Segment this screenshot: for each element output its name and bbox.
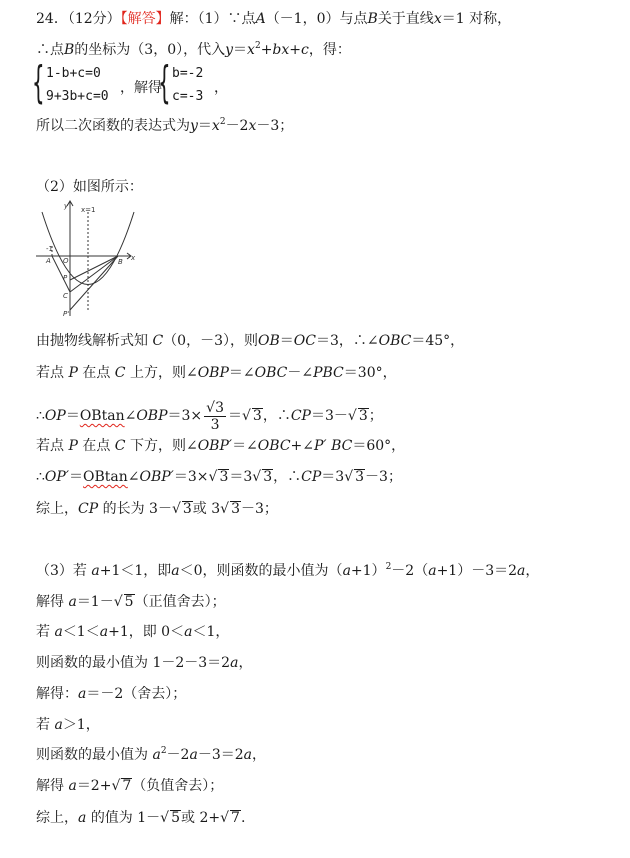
var: OBP′: [197, 438, 233, 454]
text: 若点: [36, 438, 64, 454]
text: 则函数的最小值为 1－2－3＝2: [36, 655, 231, 671]
var: x: [433, 11, 442, 27]
var: CP: [290, 408, 311, 424]
var: C: [152, 333, 164, 349]
text-line: [36, 117, 293, 135]
var: CP: [301, 469, 322, 485]
text: （－1，0）与点: [265, 11, 368, 27]
text: +1）: [350, 563, 386, 579]
text: 下方，则∠: [129, 438, 198, 454]
text-line: 综上，a 的值为 1－√ 5或 2+√ 7.: [36, 810, 246, 826]
text: 综上，: [36, 501, 78, 517]
text-line: [36, 437, 405, 455]
text: 关于直线: [377, 11, 434, 27]
text: +1，即 0＜: [108, 624, 185, 640]
var: a: [189, 747, 198, 763]
text-line: 解得 a＝1－√ 5（正值舍去）；: [36, 594, 226, 610]
var: P′: [314, 438, 327, 454]
text: 解得：: [36, 686, 78, 702]
problem-header: [36, 10, 511, 28]
var: a: [428, 563, 437, 579]
text: ，∴: [262, 408, 291, 424]
exponent: 2: [219, 117, 226, 127]
text: 综上，: [36, 810, 78, 826]
point-label: A: [46, 257, 51, 265]
var: a: [243, 747, 253, 763]
text: ＝3: [229, 469, 253, 485]
var: P: [68, 365, 78, 381]
radicand: 5: [124, 594, 134, 610]
text: ＜1＜: [62, 624, 100, 640]
text: 则函数的最小值为: [36, 747, 148, 763]
underlined-text: OBtan: [83, 469, 128, 485]
text: ＝1－: [76, 594, 114, 610]
text: （2）如图所示：: [36, 179, 143, 195]
exponent: 2: [385, 562, 392, 572]
text-line: [36, 746, 266, 764]
text-line: [36, 716, 100, 734]
text-line: 综上，CP 的长为 3－√ 3或 3√ 3－3；: [36, 501, 278, 517]
text: ＝3×: [173, 469, 209, 485]
text: +1＜1，即: [99, 563, 172, 579]
text-line: [36, 623, 229, 641]
text: ，解得: [120, 80, 162, 96]
var: x: [247, 42, 255, 58]
text: －∠: [287, 365, 314, 381]
text-line: 解得 a＝2+√ 7（负值舍去）；: [36, 778, 224, 794]
var: a: [184, 624, 193, 640]
text: 上方，则∠: [129, 365, 198, 381]
tick-label: -1: [46, 245, 53, 253]
text: （3）若: [36, 563, 87, 579]
point-label: O: [63, 257, 69, 265]
text: 的值为 1－: [90, 810, 161, 826]
text: ＝45°，: [411, 333, 465, 349]
text-line: [36, 562, 539, 580]
text: －2: [166, 747, 190, 763]
text: ＝3，∴∠: [315, 333, 379, 349]
equation-system: [32, 57, 432, 111]
var: OBP′: [139, 469, 174, 485]
point-label: C: [63, 292, 68, 300]
text: 所以二次函数的表达式为: [36, 118, 190, 134]
underlined-text: OBtan: [79, 408, 125, 424]
parabola-graph: [34, 198, 144, 320]
text: +: [260, 42, 273, 58]
text: －3＝2: [197, 747, 244, 763]
text: －3；: [256, 118, 294, 134]
denominator: 3: [210, 416, 220, 433]
answer-tag: 【解答】: [120, 11, 170, 27]
var: P: [68, 438, 78, 454]
point-label: P: [63, 274, 68, 282]
text: ＝: [197, 118, 212, 134]
var: a: [54, 624, 63, 640]
point-label: B: [118, 258, 123, 266]
text: ＝－2（舍去）；: [86, 686, 187, 702]
var: CP: [78, 501, 99, 517]
text: ＝2+: [76, 778, 112, 794]
text: ＝∠: [228, 365, 255, 381]
text: 在点: [82, 438, 111, 454]
text: 若: [36, 624, 50, 640]
text: ＝: [279, 333, 294, 349]
text: 由抛物线解析式知: [36, 333, 148, 349]
var: a: [342, 563, 351, 579]
var: OBC: [254, 365, 288, 381]
equation-row: b=-2: [172, 66, 204, 81]
var: y: [225, 42, 234, 58]
text-line: [36, 332, 464, 350]
text: ，: [525, 563, 540, 579]
text: 的坐标为（3，0），代入: [74, 42, 226, 58]
text: 解得: [36, 594, 64, 610]
text: ＝: [65, 408, 80, 424]
text: －2: [225, 118, 249, 134]
text: +∠: [290, 438, 315, 454]
text: +: [289, 42, 302, 58]
text: 解：（1）∵点: [169, 11, 256, 27]
exponent: 2: [254, 41, 261, 51]
text: ＝: [227, 408, 242, 424]
radicand: 3: [252, 408, 262, 424]
radicand: 3: [182, 501, 192, 517]
text-line: [36, 41, 351, 59]
text: 的长为 3－: [102, 501, 172, 517]
var: OBC: [257, 438, 291, 454]
equation-row: 1-b+c=0: [46, 66, 101, 81]
radicand: 3: [355, 469, 365, 485]
var: OC: [293, 333, 316, 349]
text: ，得：: [308, 42, 351, 58]
radicand: 7: [122, 778, 132, 794]
text: ∴: [36, 469, 45, 485]
axis-label: y: [64, 202, 69, 210]
text: 若点: [36, 365, 64, 381]
text: ＞1，: [62, 717, 100, 733]
var: B: [367, 11, 378, 27]
text: ∠: [124, 408, 137, 424]
brace-icon: {: [158, 57, 171, 108]
text: ，∴: [273, 469, 302, 485]
var: a: [91, 563, 100, 579]
problem-number: 24．（12分）: [36, 11, 121, 27]
text: （0，－3），则: [163, 333, 258, 349]
var: A: [255, 11, 266, 27]
text: ＝3×: [167, 408, 203, 424]
text: ，: [214, 80, 228, 96]
radicand: 5: [171, 810, 181, 826]
text-line: ∴OP′＝OBtan∠OBP′＝3×√ 3＝3√ 3，∴CP＝3√ 3－3；: [36, 469, 402, 485]
text: +1）－3＝2: [436, 563, 518, 579]
var: a: [171, 563, 180, 579]
point-label: P': [63, 310, 70, 318]
text: 解得: [36, 778, 64, 794]
var: x: [211, 118, 220, 134]
text: ＜1，: [192, 624, 230, 640]
text: ∴点: [36, 42, 64, 58]
equation-row: 9+3b+c=0: [46, 89, 109, 104]
var: a: [230, 655, 239, 671]
text: ＝30°，: [343, 365, 397, 381]
text: ，: [252, 747, 267, 763]
var: OBP: [136, 408, 168, 424]
segment-bp: [70, 256, 118, 280]
text: ；: [368, 408, 383, 424]
var: C: [114, 438, 126, 454]
var: a: [517, 563, 526, 579]
text: ＝: [69, 469, 83, 485]
radicand: 3: [263, 469, 273, 485]
text: ＝60°，: [352, 438, 406, 454]
numerator: √3: [206, 399, 224, 416]
text: ∴: [36, 408, 45, 424]
var: x: [248, 118, 257, 134]
text: ＝3－: [310, 408, 348, 424]
text-line: ∴OP＝OBtan∠OBP＝3× $\frac{√3}{3}$ ＝√ 3，∴CP＝3－√ 3；: [36, 399, 383, 433]
var: a: [78, 686, 87, 702]
radicand: 3: [219, 469, 229, 485]
var: a: [99, 624, 109, 640]
var: OBC: [378, 333, 412, 349]
text: .: [240, 810, 246, 826]
text: －3；: [365, 469, 402, 485]
radicand: 3: [358, 408, 368, 424]
var: BC: [331, 438, 353, 454]
var: a: [78, 810, 87, 826]
text: 若: [36, 717, 50, 733]
text: ＝: [233, 42, 248, 58]
var: a: [68, 594, 77, 610]
radicand: 3: [231, 501, 240, 517]
var: OP: [44, 408, 66, 424]
text-line: [36, 178, 143, 196]
text-line: [36, 685, 186, 703]
text: 或 3: [192, 501, 221, 517]
var: PBC: [313, 365, 344, 381]
text: （正值舍去）；: [134, 594, 226, 610]
axis-label: x: [131, 254, 136, 262]
fraction: [204, 400, 226, 433]
segment-bc: [70, 256, 118, 292]
radicand: 7: [231, 810, 240, 826]
exponent: 2: [160, 746, 167, 756]
text: ＜0，则函数的最小值为（: [179, 563, 343, 579]
var: a: [152, 747, 161, 763]
var: OBP: [197, 365, 229, 381]
text: 或 2+: [181, 810, 221, 826]
var: C: [114, 365, 126, 381]
text: ＝3: [321, 469, 345, 485]
text: ∠: [127, 469, 140, 485]
text-line: [36, 364, 397, 382]
segment-bp2: [70, 256, 118, 310]
text: ＝1 对称，: [441, 11, 512, 27]
var: a: [68, 778, 77, 794]
text: ＝∠: [232, 438, 258, 454]
text: （负值舍去）；: [132, 778, 224, 794]
text: ，: [238, 655, 253, 671]
var: c: [301, 42, 309, 58]
var: bx: [272, 42, 290, 58]
line-label: x=1: [81, 206, 96, 214]
text: －3；: [241, 501, 278, 517]
equation-row: c=-3: [172, 89, 204, 104]
var: a: [54, 717, 63, 733]
var: y: [190, 118, 198, 134]
text: 在点: [82, 365, 111, 381]
var: OB: [258, 333, 280, 349]
brace-icon: {: [32, 57, 45, 108]
text-line: [36, 654, 252, 672]
var: OP′: [44, 469, 69, 485]
var: B: [64, 42, 75, 58]
text: －2（: [391, 563, 429, 579]
